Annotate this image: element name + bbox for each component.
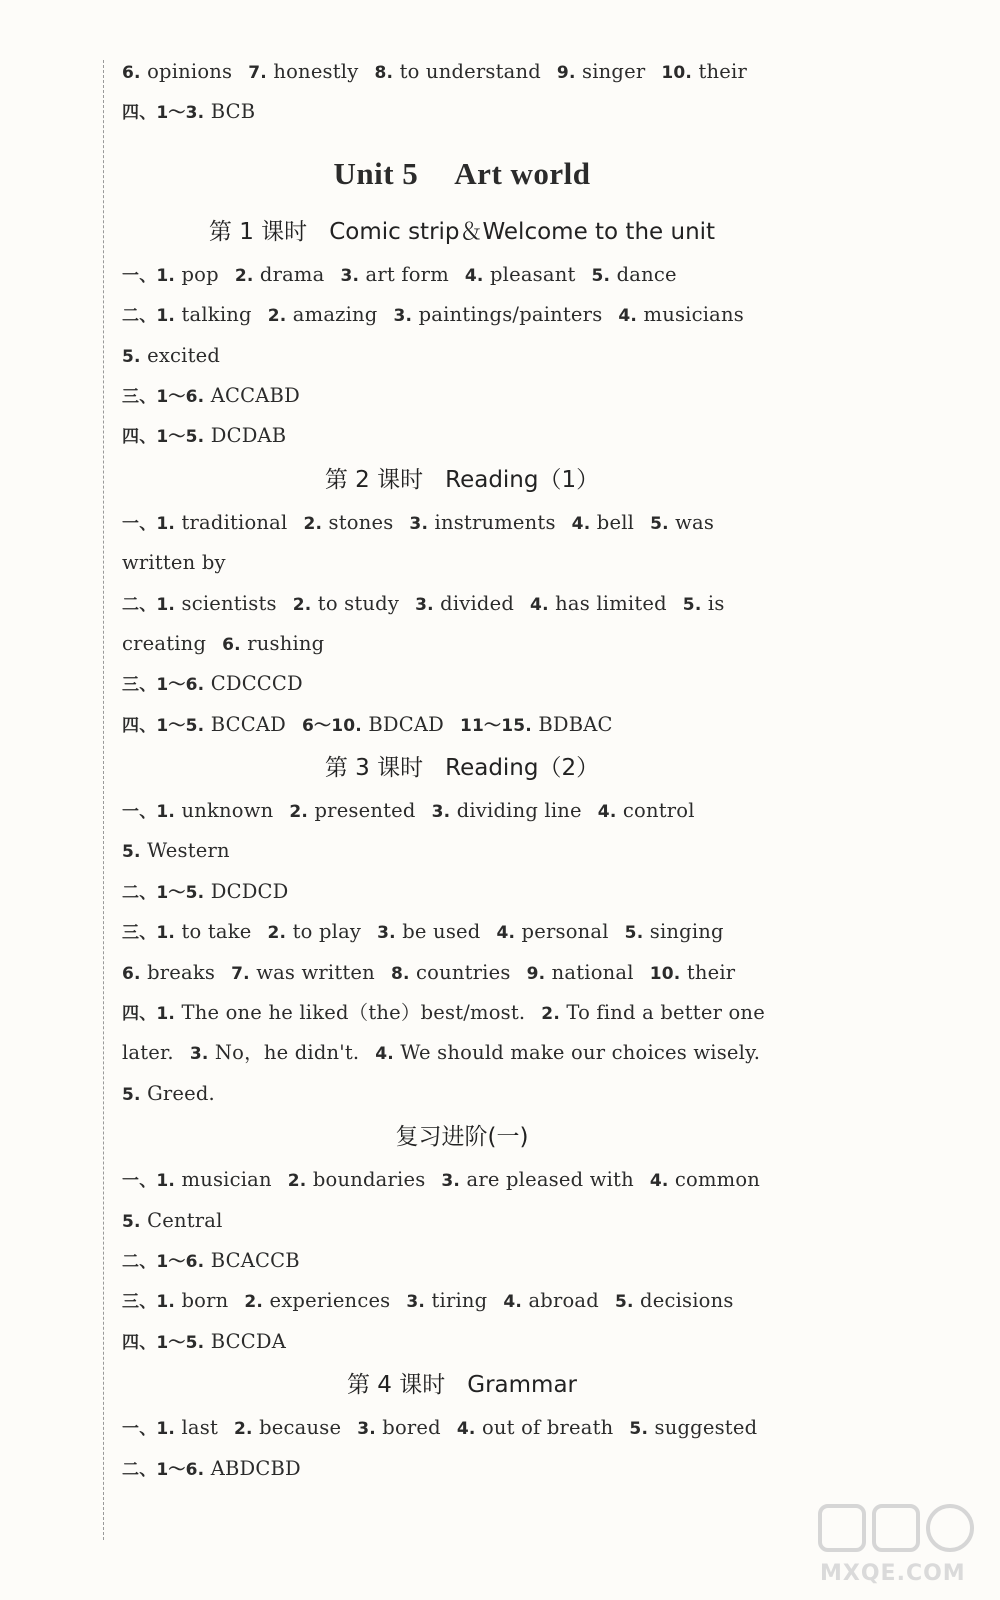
item-number: 4.	[530, 594, 549, 615]
lesson-heading	[122, 1362, 802, 1408]
answer-item	[683, 592, 725, 615]
item-number: 2.	[267, 306, 287, 327]
item-answer: DCDAB	[210, 424, 287, 448]
item-number: 1.	[156, 265, 176, 286]
answer-item	[156, 1168, 271, 1191]
item-number: 4.	[496, 923, 516, 944]
answer-item	[156, 100, 255, 123]
answer-item	[415, 592, 514, 615]
section-marker: 二、	[122, 1251, 157, 1272]
item-number: 5.	[122, 1084, 141, 1105]
item-answer: their	[698, 60, 747, 83]
item-number: 1.	[156, 1004, 176, 1025]
answer-item	[234, 1416, 341, 1439]
item-answer: creating	[122, 631, 207, 655]
item-number: 1.	[156, 923, 176, 944]
answer-item	[340, 263, 448, 286]
lesson-title: Reading（1）	[445, 466, 600, 493]
item-answer: ABDCBD	[210, 1456, 301, 1480]
answer-item	[615, 1289, 734, 1312]
item-number: 5.	[614, 1292, 634, 1313]
lesson-heading	[122, 457, 802, 503]
item-answer: abroad	[528, 1289, 599, 1313]
item-answer: stones	[328, 510, 394, 534]
item-number: 4.	[456, 1419, 476, 1440]
answer-item	[527, 961, 634, 984]
item-number: 7.	[248, 63, 267, 83]
section-marker: 一、	[122, 802, 157, 823]
item-number: 5.	[122, 346, 141, 367]
item-answer: singer	[582, 60, 646, 83]
answer-item	[460, 713, 613, 736]
item-answer: instruments	[434, 510, 556, 534]
answer-line	[122, 1281, 802, 1321]
answer-item	[441, 1168, 633, 1191]
item-number: 2.	[234, 265, 254, 286]
item-answer: To find a better one	[566, 1001, 765, 1025]
answer-line	[122, 1241, 802, 1281]
item-number: 6.	[122, 63, 141, 83]
answer-item	[268, 920, 362, 943]
answer-item	[432, 799, 582, 822]
item-answer: BCCAD	[210, 712, 286, 736]
answer-item	[122, 1041, 174, 1064]
section-marker: 三、	[122, 675, 157, 696]
item-answer: amazing	[292, 303, 378, 327]
answer-line	[122, 872, 802, 912]
lesson-heading	[122, 1114, 802, 1160]
item-number: 4.	[503, 1292, 523, 1313]
item-answer: their	[686, 960, 736, 984]
item-number: 3.	[406, 1292, 426, 1313]
item-number: 9.	[556, 63, 576, 83]
section-marker: 四、	[122, 103, 157, 124]
item-answer: Central	[147, 1208, 223, 1232]
section-marker: 四、	[122, 1004, 157, 1025]
answer-item	[409, 511, 555, 534]
item-number: 2.	[234, 1419, 253, 1440]
answer-line	[122, 912, 802, 952]
section-marker: 四、	[122, 715, 157, 736]
answer-item	[156, 880, 288, 903]
item-answer: opinions	[147, 60, 233, 83]
section-marker: 二、	[122, 882, 157, 903]
unit-name: Art world	[454, 155, 591, 191]
lesson-heading	[122, 745, 802, 791]
item-answer: ACCABD	[210, 383, 300, 407]
section-marker: 一、	[122, 1171, 157, 1192]
answer-line	[122, 584, 802, 624]
section-marker: 四、	[122, 1332, 157, 1353]
answer-item	[122, 1082, 215, 1105]
item-answer: musicians	[643, 303, 744, 327]
item-number: 3.	[377, 923, 396, 944]
item-answer: last	[181, 1416, 219, 1440]
answer-item	[302, 713, 444, 736]
item-number: 1～5.	[156, 427, 205, 448]
answer-line	[122, 993, 802, 1033]
item-number: 3.	[431, 802, 451, 823]
answer-item	[235, 263, 325, 286]
item-answer: No，he didn't.	[214, 1041, 360, 1065]
item-number: 4.	[375, 1044, 394, 1065]
unit-title	[122, 145, 802, 203]
item-answer: tiring	[431, 1289, 488, 1313]
item-answer: control	[622, 799, 695, 823]
item-answer: dance	[616, 262, 677, 286]
answer-line	[122, 705, 802, 745]
item-answer: to understand	[399, 60, 541, 83]
item-answer: because	[259, 1416, 342, 1440]
watermark-seal-icon	[812, 1498, 982, 1558]
item-answer: traditional	[181, 510, 288, 534]
answer-item	[156, 799, 273, 822]
item-answer: We should make our choices wisely.	[400, 1041, 761, 1065]
item-answer: has limited	[555, 591, 667, 615]
answer-item	[375, 1041, 760, 1064]
answer-line	[122, 255, 802, 295]
item-answer: boundaries	[312, 1168, 426, 1192]
item-answer: BCCDA	[210, 1329, 286, 1353]
answer-line	[122, 543, 802, 583]
answer-item	[156, 713, 286, 736]
answer-item	[156, 672, 302, 695]
answer-line	[122, 336, 802, 376]
item-number: 7.	[231, 963, 250, 984]
lesson-number: 第 4 课时	[347, 1372, 446, 1399]
item-number: 2.	[289, 802, 309, 823]
section-marker: 二、	[122, 306, 157, 327]
item-answer: to take	[181, 920, 252, 944]
answer-item	[190, 1041, 359, 1064]
answer-line	[122, 831, 802, 871]
item-number: 1.	[156, 594, 176, 615]
item-number: 4.	[649, 1171, 669, 1192]
item-number: 10.	[649, 963, 681, 984]
answer-item	[303, 511, 393, 534]
item-number: 2.	[303, 513, 323, 534]
lesson-number: 第 2 课时	[324, 466, 424, 493]
answer-item	[231, 961, 375, 984]
answer-item	[541, 1001, 765, 1024]
item-number: 1～6.	[156, 1459, 205, 1480]
section-marker: 四、	[122, 427, 157, 448]
section-marker: 一、	[122, 513, 157, 534]
answer-item	[222, 632, 324, 655]
item-number: 1～6.	[156, 1251, 205, 1272]
item-number: 1～5.	[156, 1332, 205, 1353]
item-answer: Western	[147, 839, 230, 863]
item-answer: The one he liked（the）best/most.	[181, 1001, 526, 1025]
answer-page	[122, 52, 802, 1489]
item-number: 5.	[624, 923, 644, 944]
answer-item	[156, 1001, 525, 1024]
item-answer: CDCCCD	[210, 672, 303, 696]
answer-item	[391, 961, 511, 984]
watermark-logo	[812, 1498, 982, 1586]
item-number: 3.	[340, 265, 360, 286]
answer-item	[156, 1249, 299, 1272]
answer-item	[661, 60, 747, 83]
answer-item	[572, 511, 634, 534]
answer-item	[156, 1416, 218, 1439]
answer-item	[156, 424, 286, 447]
item-answer: decisions	[640, 1289, 734, 1313]
answer-item	[293, 592, 399, 615]
item-answer: talking	[181, 303, 252, 327]
item-number: 2.	[287, 1171, 307, 1192]
answer-line	[122, 295, 802, 335]
item-answer: rushing	[247, 631, 325, 655]
item-number: 2.	[541, 1004, 560, 1025]
item-number: 3.	[409, 513, 429, 534]
answer-line	[122, 1201, 802, 1241]
answer-item	[406, 1289, 487, 1312]
answer-item	[122, 839, 230, 862]
answer-item	[288, 1168, 426, 1191]
margin-rule	[103, 60, 104, 1540]
item-answer: suggested	[654, 1416, 758, 1440]
item-answer: written by	[122, 551, 226, 575]
item-answer: later.	[122, 1041, 174, 1065]
item-answer: countries	[416, 960, 511, 984]
answer-item	[629, 1416, 757, 1439]
lesson-number: 第 1 课时	[208, 218, 308, 245]
item-number: 1～6.	[156, 675, 205, 696]
item-number: 11～15.	[459, 715, 532, 736]
answer-line	[122, 52, 802, 92]
answer-item	[377, 920, 480, 943]
item-number: 6.	[222, 634, 241, 655]
item-number: 1.	[156, 1171, 176, 1192]
item-answer: national	[551, 960, 634, 984]
answer-item	[503, 1289, 599, 1312]
answer-line	[122, 92, 802, 132]
lesson-title: Reading（2）	[445, 755, 600, 782]
item-answer: experiences	[269, 1289, 391, 1313]
answer-item	[122, 632, 206, 655]
item-answer: excited	[147, 343, 221, 367]
item-answer: drama	[259, 262, 325, 286]
item-answer: BCB	[210, 100, 256, 124]
item-number: 5.	[629, 1419, 649, 1440]
answer-item	[156, 920, 251, 943]
item-number: 1.	[156, 802, 176, 823]
item-number: 6.	[122, 963, 141, 984]
item-answer: art form	[365, 262, 449, 286]
answer-line	[122, 664, 802, 704]
answer-item	[625, 920, 724, 943]
section-marker: 一、	[122, 1419, 157, 1440]
answer-line	[122, 376, 802, 416]
item-number: 6～10.	[301, 715, 362, 736]
answer-line	[122, 1322, 802, 1362]
item-number: 2.	[267, 923, 287, 944]
item-answer: BDCAD	[368, 712, 444, 736]
item-answer: dividing line	[456, 799, 582, 823]
answer-item	[618, 303, 744, 326]
item-number: 1～5.	[156, 715, 205, 736]
item-number: 1～5.	[156, 882, 205, 903]
item-number: 3.	[357, 1419, 376, 1440]
answer-line	[122, 503, 802, 543]
item-answer: pop	[181, 262, 219, 286]
item-number: 1～3.	[156, 103, 205, 124]
answer-item	[289, 799, 415, 822]
item-number: 2.	[292, 594, 312, 615]
item-number: 3.	[415, 594, 434, 615]
watermark-text: MXQE.COM	[820, 1561, 966, 1586]
answer-line	[122, 791, 802, 831]
section-marker: 三、	[122, 386, 157, 407]
answer-item	[598, 799, 695, 822]
answer-item	[357, 1416, 441, 1439]
answer-line	[122, 1160, 802, 1200]
item-answer: unknown	[181, 799, 274, 823]
answer-item	[465, 263, 576, 286]
answer-item	[557, 60, 645, 83]
item-answer: scientists	[181, 591, 277, 615]
item-number: 5.	[682, 594, 702, 615]
item-answer: musician	[181, 1168, 272, 1192]
item-number: 3.	[393, 306, 413, 327]
item-number: 4.	[618, 306, 638, 327]
item-number: 10.	[661, 63, 693, 83]
answer-item	[156, 263, 218, 286]
item-number: 8.	[390, 963, 410, 984]
item-answer: are pleased with	[466, 1168, 634, 1192]
item-answer: singing	[649, 920, 724, 944]
answer-item	[122, 344, 220, 367]
item-answer: paintings/painters	[418, 303, 603, 327]
answer-line	[122, 1408, 802, 1448]
item-answer: DCDCD	[210, 879, 289, 903]
item-answer: to play	[292, 920, 362, 944]
item-answer: to study	[317, 591, 400, 615]
item-answer: Greed.	[147, 1081, 215, 1105]
item-answer: honestly	[273, 60, 359, 83]
answer-item	[156, 384, 300, 407]
item-answer: bell	[596, 510, 635, 534]
item-answer: divided	[440, 591, 515, 615]
unit-number: Unit 5	[333, 155, 419, 191]
answer-item	[122, 1209, 223, 1232]
item-number: 4.	[571, 513, 591, 534]
item-number: 2.	[244, 1292, 264, 1313]
answer-item	[156, 303, 251, 326]
lesson-heading	[122, 209, 802, 255]
answer-item	[244, 1289, 390, 1312]
answer-item	[156, 1330, 286, 1353]
answer-item	[122, 961, 215, 984]
answer-item	[122, 60, 232, 83]
answer-item	[156, 1457, 300, 1480]
item-number: 4.	[464, 265, 484, 286]
answer-item	[268, 303, 378, 326]
item-number: 5.	[122, 842, 141, 863]
answer-item	[592, 263, 677, 286]
answer-item	[156, 592, 276, 615]
item-number: 3.	[189, 1044, 209, 1065]
item-answer: was written	[256, 960, 375, 984]
lesson-title: 复习进阶(一)	[395, 1124, 529, 1151]
item-number: 9.	[526, 963, 546, 984]
answer-item	[530, 592, 667, 615]
item-number: 5.	[650, 513, 669, 534]
item-number: 1.	[156, 306, 176, 327]
item-number: 1.	[156, 513, 176, 534]
section-marker: 二、	[122, 1459, 157, 1480]
item-number: 5.	[591, 265, 611, 286]
answer-item	[248, 60, 358, 83]
item-answer: be used	[402, 920, 481, 944]
item-answer: common	[674, 1168, 761, 1192]
answer-item	[650, 511, 714, 534]
item-number: 5.	[122, 1211, 141, 1232]
answer-item	[496, 920, 608, 943]
item-answer: is	[707, 591, 725, 615]
item-answer: breaks	[147, 960, 216, 984]
item-number: 1.	[156, 1419, 176, 1440]
answer-line	[122, 1074, 802, 1114]
item-answer: pleasant	[490, 262, 576, 286]
answer-line	[122, 1033, 802, 1073]
section-marker: 三、	[122, 1292, 157, 1313]
item-answer: personal	[521, 920, 609, 944]
item-answer: BDBAC	[538, 712, 613, 736]
answer-item	[650, 1168, 760, 1191]
answer-item	[457, 1416, 614, 1439]
answer-line	[122, 416, 802, 456]
lesson-title: Grammar	[467, 1372, 577, 1399]
section-marker: 二、	[122, 594, 157, 615]
lesson-number: 第 3 课时	[324, 755, 424, 782]
section-marker: 三、	[122, 923, 157, 944]
answer-line	[122, 624, 802, 664]
item-number: 1～6.	[156, 386, 205, 407]
section-marker: 一、	[122, 265, 157, 286]
answer-item	[122, 551, 226, 574]
answer-line	[122, 953, 802, 993]
item-answer: presented	[314, 799, 416, 823]
answer-item	[650, 961, 736, 984]
item-answer: out of breath	[481, 1416, 614, 1440]
item-number: 4.	[597, 802, 617, 823]
item-answer: BCACCB	[210, 1248, 300, 1272]
answer-item	[394, 303, 603, 326]
answer-item	[156, 1289, 228, 1312]
answer-line	[122, 1449, 802, 1489]
item-number: 1.	[156, 1292, 176, 1313]
item-answer: was	[675, 510, 715, 534]
item-answer: born	[181, 1289, 229, 1313]
item-number: 3.	[441, 1171, 461, 1192]
item-number: 8.	[374, 63, 394, 83]
answer-item	[374, 60, 540, 83]
answer-item	[156, 511, 287, 534]
item-answer: bored	[382, 1416, 441, 1440]
lesson-title: Comic strip＆Welcome to the unit	[329, 218, 716, 245]
